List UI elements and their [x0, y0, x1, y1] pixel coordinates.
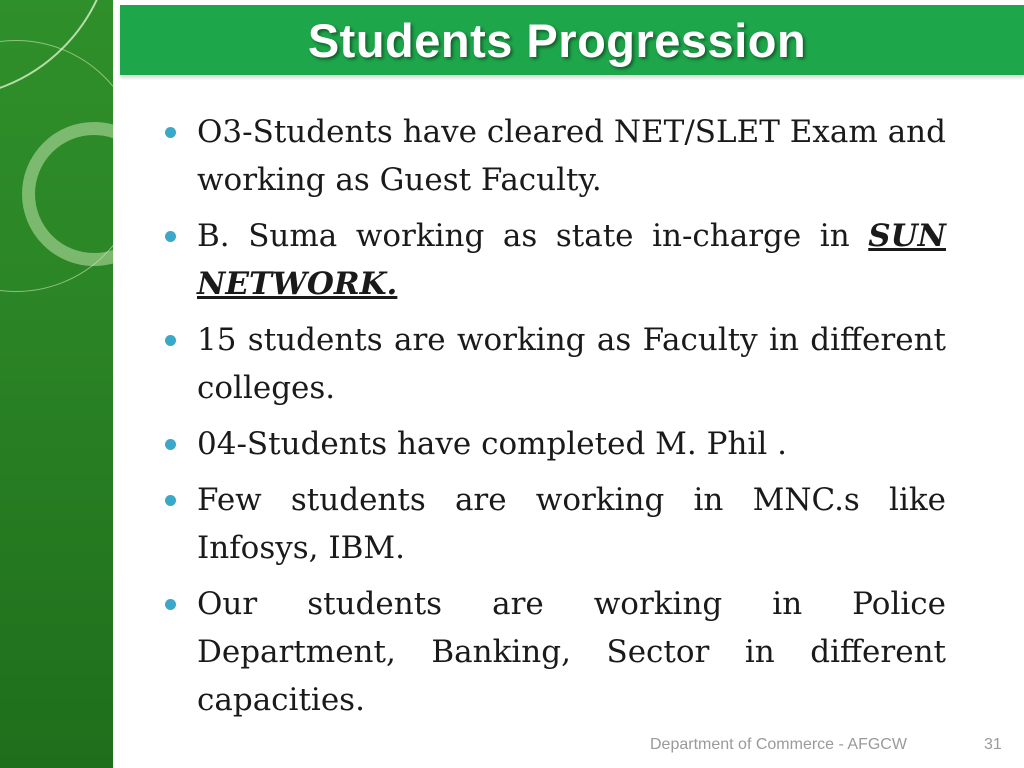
- title-bar: [120, 5, 1024, 75]
- bullet-text: Our students are working in Police Department, Banking, Sector in different capacities.: [197, 586, 946, 718]
- bullet-emphasis: SUN NETWORK.: [197, 218, 946, 302]
- decorative-left-band: [0, 0, 113, 768]
- bullet-dot-icon: [165, 495, 176, 506]
- bullet-item: [160, 580, 946, 724]
- bullet-dot-icon: [165, 335, 176, 346]
- bullet-item: [160, 476, 946, 572]
- bullet-item: [160, 420, 946, 468]
- footer-department: Department of Commerce - AFGCW: [650, 736, 907, 753]
- slide-title: Students Progression: [307, 13, 807, 67]
- bullet-text: O3-Students have cleared NET/SLET Exam and working as Guest Faculty.: [197, 114, 946, 198]
- bullet-dot-icon: [165, 599, 176, 610]
- bullet-item: [160, 108, 946, 204]
- bullet-item: [160, 316, 946, 412]
- bullet-item: [160, 212, 946, 308]
- bullet-text: B. Suma working as state in-charge in: [197, 218, 869, 254]
- bullet-dot-icon: [165, 439, 176, 450]
- slide-content: [160, 108, 946, 732]
- bullet-dot-icon: [165, 231, 176, 242]
- bullet-text: 15 students are working as Faculty in different colleges.: [197, 322, 946, 406]
- bullet-text: Few students are working in MNC.s like Infosys, IBM.: [197, 482, 946, 566]
- bullet-text: 04-Students have completed M. Phil .: [197, 426, 787, 462]
- page-number: 31: [984, 736, 1002, 753]
- bullet-dot-icon: [165, 127, 176, 138]
- bullet-list: [160, 108, 946, 724]
